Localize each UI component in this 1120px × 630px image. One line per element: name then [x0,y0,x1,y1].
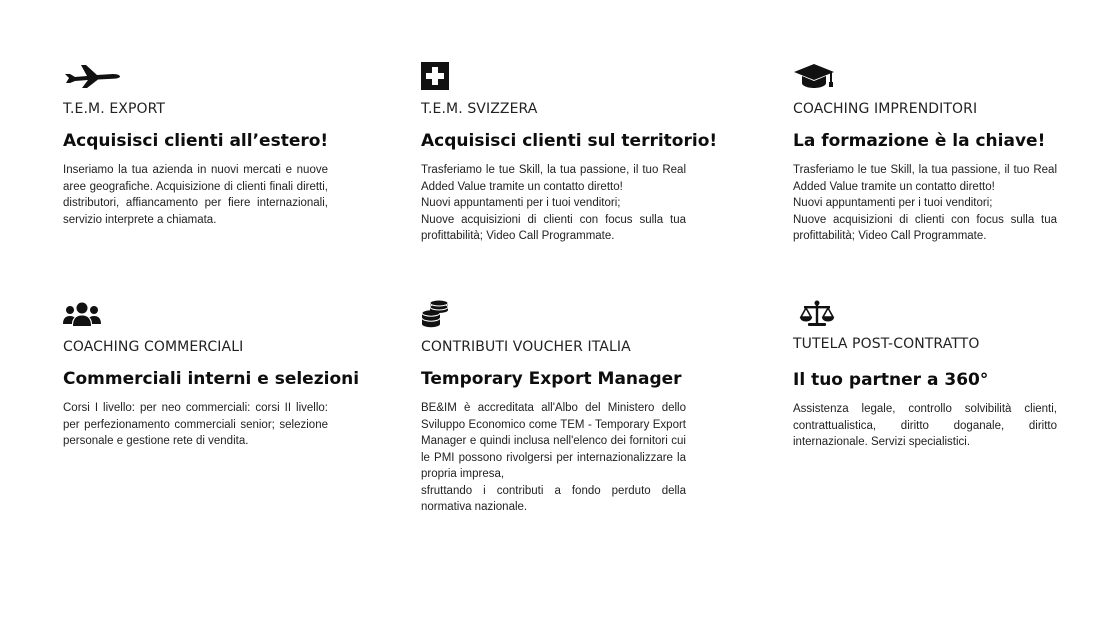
balance-scale-icon [793,300,1057,326]
service-description [63,162,328,228]
service-description-paragraph: Trasferiamo le tue Skill, la tua passione, il tuo Real Added Value tramite un contatto diretto! [421,164,686,193]
swiss-cross-icon [421,62,686,90]
service-title: Il tuo partner a 360° [793,370,989,390]
service-description-paragraph: Inseriamo la tua azienda in nuovi mercati e nuove aree geografiche. Acquisizione di clienti finali diretti, distributori, affiancamento per fiere internazionali, servizio interprete a chiamata. [63,164,328,226]
service-title: Acquisisci clienti sul territorio! [421,131,718,151]
service-description [793,401,1057,451]
service-description-paragraph: Nuovi appuntamenti per i tuoi venditori; [421,197,621,209]
service-description [793,162,1057,245]
service-description-paragraph: Nuove acquisizioni di clienti con focus sulla tua profittabilità; Video Call Programmate. [421,213,686,242]
service-card-coaching-imprenditori [793,62,1057,245]
service-category: CONTRIBUTI VOUCHER ITALIA [421,339,631,355]
service-description [421,162,686,245]
service-description-paragraph: Nuovi appuntamenti per i tuoi venditori; [793,197,993,209]
service-description-paragraph: Assistenza legale, controllo solvibilità clienti, contrattualistica, diritto doganale, diritto internazionale. Servizi specialistici. [793,403,1057,448]
users-group-icon [63,300,328,328]
coins-icon [421,300,686,328]
service-description-paragraph: Corsi I livello: per neo commerciali: corsi II livello: per perfezionamento commerciali senior; selezione personale e gestione rete di vendita. [63,402,328,447]
service-title: Temporary Export Manager [421,369,682,389]
service-category: COACHING COMMERCIALI [63,339,244,355]
service-category: T.E.M. SVIZZERA [421,101,538,117]
service-card-coaching-commerciali [63,300,360,450]
service-category: COACHING IMPRENDITORI [793,101,978,117]
service-category: T.E.M. EXPORT [63,101,166,117]
service-description-paragraph: Trasferiamo le tue Skill, la tua passione, il tuo Real Added Value tramite un contatto diretto! [793,164,1057,193]
service-title: Commerciali interni e selezioni [63,369,360,389]
service-description [421,400,686,516]
service-card-tem-svizzera [421,62,718,245]
service-category: TUTELA POST-CONTRATTO [793,336,980,352]
airplane-icon [63,62,328,90]
service-card-tutela-post-contratto [793,300,1057,451]
service-description-paragraph: sfruttando i contributi a fondo perduto della normativa nazionale. [421,484,686,513]
service-card-contributi-voucher [421,300,686,516]
service-description [63,400,328,450]
service-title: La formazione è la chiave! [793,131,1046,151]
graduation-cap-icon [793,62,1057,90]
service-description-paragraph: BE&IM è accreditata all'Albo del Ministero dello Sviluppo Economico come TEM - Temporary Export Manager e quindi inclusa nell'elenco dei fornitori cui le PMI possono rivolgersi per internazionalizzare la propria impresa, [421,402,686,480]
service-card-tem-export [63,62,328,228]
service-title: Acquisisci clienti all’estero! [63,131,329,151]
service-description-paragraph: Nuove acquisizioni di clienti con focus sulla tua profittabilità; Video Call Programmate. [793,213,1057,242]
